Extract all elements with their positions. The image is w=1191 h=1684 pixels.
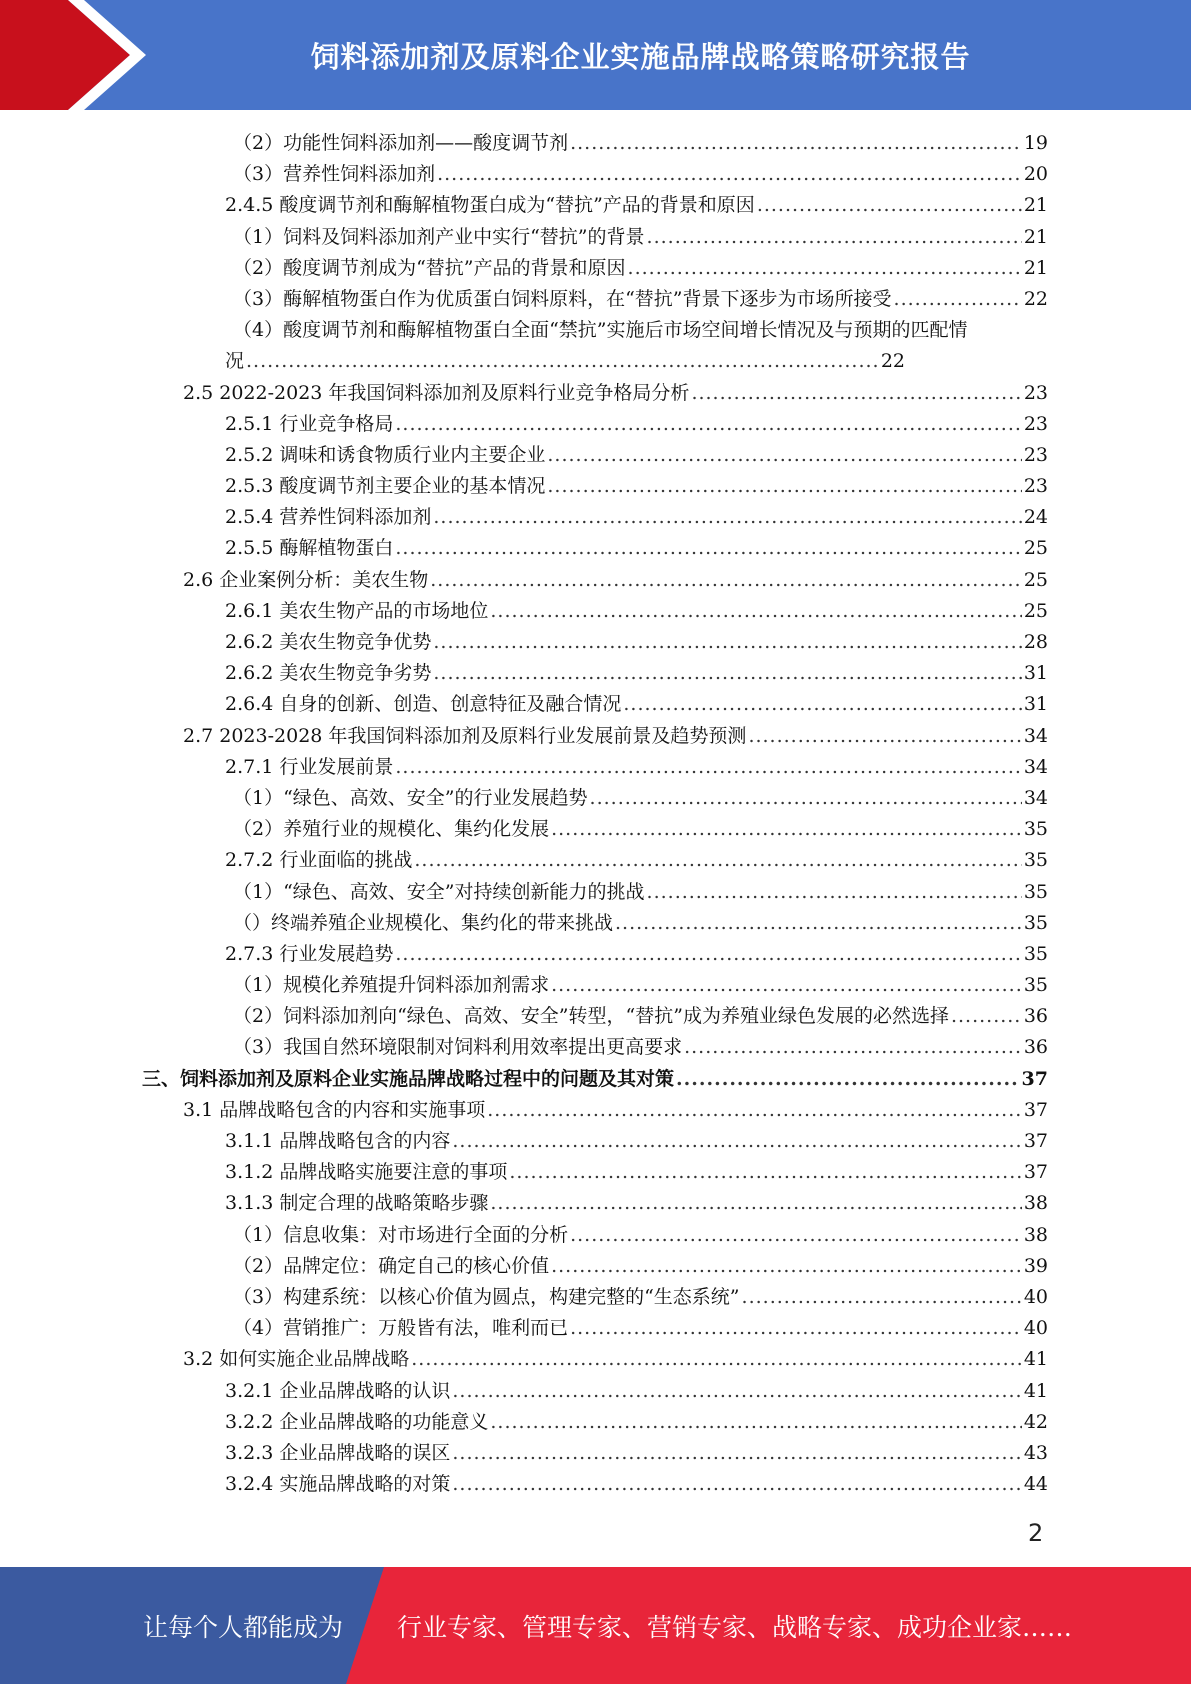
toc-entry-label: （）终端养殖企业规模化、集约化的带来挑战 (233, 911, 614, 934)
toc-entry-page: 37 (1023, 1161, 1048, 1184)
toc-leader-dots (647, 222, 1022, 253)
toc-entry-page: 35 (1023, 942, 1048, 965)
toc-entry-page: 34 (1023, 786, 1048, 809)
toc-entry-label: 2.5.3 酸度调节剂主要企业的基本情况 (225, 475, 546, 498)
toc-entry[interactable] (0, 783, 1191, 814)
toc-leader-dots (395, 533, 1021, 564)
toc-entry-label: （1）信息收集：对市场进行全面的分析 (233, 1223, 569, 1246)
footer-banner (0, 1567, 1191, 1684)
toc-entry[interactable] (0, 190, 1191, 221)
toc-entry-label: 2.7.1 行业发展前景 (225, 755, 394, 778)
toc-entry-page: 31 (1023, 693, 1048, 716)
toc-entry[interactable] (0, 1376, 1191, 1407)
toc-entry[interactable] (0, 315, 1191, 377)
toc-entry-label: 2.6.2 美农生物竞争优势 (225, 631, 432, 653)
toc-entry[interactable] (0, 1157, 1191, 1188)
toc-leader-dots (414, 845, 1021, 876)
toc-entry-page: 21 (1023, 225, 1048, 248)
toc-entry-page: 34 (1023, 755, 1048, 778)
toc-entry-label: （3）营养性饲料添加剂 (233, 163, 436, 186)
toc-entry-label: 3.1.2 品牌战略实施要注意的事项 (225, 1161, 508, 1184)
toc-entry-label: （3）酶解植物蛋白作为优质蛋白饲料原料，在“替抗”背景下逐步为市场所接受 (233, 287, 892, 310)
toc-entry-label: （4）酸度调节剂和酶解植物蛋白全面“禁抗”实施后市场空间增长情况及与预期的匹配情 (233, 319, 968, 342)
toc-leader-dots (676, 1064, 1020, 1095)
toc-leader-dots (547, 440, 1021, 471)
toc-entry[interactable] (0, 939, 1191, 970)
toc-entry-page: 44 (1023, 1473, 1048, 1496)
toc-entry-label: （2）饲料添加剂向“绿色、高效、安全”转型，“替抗”成为养殖业绿色发展的必然选择 (233, 1005, 949, 1028)
toc-entry-page: 40 (1023, 1317, 1048, 1340)
toc-entry[interactable] (0, 253, 1191, 284)
footer-slogan-left: 让每个人都能成为 (143, 1612, 344, 1642)
toc-leader-dots (951, 1001, 1022, 1032)
toc-leader-dots (490, 1407, 1021, 1438)
toc-leader-dots (570, 1313, 1022, 1344)
toc-entry-page: 23 (1023, 475, 1048, 498)
toc-entry-page: 24 (1023, 506, 1048, 529)
toc-leader-dots (647, 877, 1022, 908)
toc-entry[interactable] (0, 440, 1191, 471)
toc-leader-dots (395, 409, 1021, 440)
toc-entry-page: 40 (1023, 1285, 1048, 1308)
toc-entry-page: 22 (880, 350, 905, 373)
toc-leader-dots (757, 190, 1022, 221)
toc-entry-label: （3）构建系统：以核心价值为圆点，构建完整的“生态系统” (233, 1285, 740, 1308)
toc-leader-dots (742, 1282, 1022, 1313)
toc-entry[interactable] (0, 627, 1191, 658)
toc-entry-page: 25 (1023, 537, 1048, 560)
header-banner (0, 0, 1191, 110)
toc-entry-page: 36 (1023, 1005, 1048, 1028)
toc-entry-label-continued: 况 (225, 350, 245, 373)
toc-leader-dots (490, 596, 1021, 627)
toc-entry-label: （2）养殖行业的规模化、集约化发展 (233, 818, 550, 841)
toc-entry-page: 31 (1023, 662, 1048, 685)
toc-entry-page: 35 (1023, 911, 1048, 934)
toc-entry[interactable] (0, 159, 1191, 190)
page-number: 2 (1028, 1519, 1044, 1547)
toc-entry-page: 42 (1023, 1410, 1048, 1433)
toc-entry-label: 2.7 2023-2028 年我国饲料添加剂及原料行业发展前景及趋势预测 (183, 724, 747, 747)
toc-entry[interactable] (0, 1313, 1191, 1344)
toc-entry-label: （2）功能性饲料添加剂——酸度调节剂 (233, 132, 569, 154)
toc-leader-dots (452, 1469, 1021, 1500)
toc-entry-label: （1）规模化养殖提升饲料添加剂需求 (233, 974, 550, 997)
toc-leader-dots (452, 1376, 1021, 1407)
toc-entry-page: 41 (1023, 1348, 1048, 1371)
toc-leader-dots (628, 253, 1022, 284)
footer-slogan-right: 行业专家、管理专家、营销专家、战略专家、成功企业家…… (397, 1612, 1073, 1642)
toc-entry-page: 37 (1023, 1130, 1048, 1152)
toc-entry[interactable] (0, 908, 1191, 939)
toc-entry-label: 2.5.1 行业竞争格局 (225, 412, 394, 435)
report-title: 饲料添加剂及原料企业实施品牌战略策略研究报告 (310, 39, 971, 74)
toc-entry-label: （2）酸度调节剂成为“替抗”产品的背景和原因 (233, 256, 626, 279)
toc-entry-label: 2.7.2 行业面临的挑战 (225, 849, 413, 872)
toc-entry-page: 21 (1023, 256, 1048, 279)
toc-entry-page: 34 (1023, 724, 1048, 747)
toc-leader-dots (433, 502, 1021, 533)
toc-entry-label: 三、饲料添加剂及原料企业实施品牌战略过程中的问题及其对策 (142, 1067, 675, 1090)
toc-entry-page: 19 (1023, 132, 1048, 154)
toc-entry[interactable] (0, 721, 1191, 752)
toc-entry-label: 2.4.5 酸度调节剂和酶解植物蛋白成为“替抗”产品的背景和原因 (225, 194, 755, 217)
toc-entry[interactable] (0, 378, 1191, 409)
toc-entry[interactable] (0, 284, 1191, 315)
toc-leader-dots (430, 565, 1022, 596)
toc-entry-label: （1）“绿色、高效、安全”对持续创新能力的挑战 (233, 880, 645, 903)
toc-entry-label: 2.5.4 营养性饲料添加剂 (225, 506, 432, 529)
toc-entry[interactable] (0, 1438, 1191, 1469)
toc-entry-page: 35 (1023, 849, 1048, 872)
toc-leader-dots (433, 627, 1021, 658)
toc-entry-page: 37 (1023, 1098, 1048, 1121)
toc-leader-dots (748, 721, 1021, 752)
toc-entry[interactable] (0, 471, 1191, 502)
toc-entry-label: 3.1.3 制定合理的战略策略步骤 (225, 1192, 489, 1215)
toc-entry[interactable] (0, 1001, 1191, 1032)
toc-leader-dots (691, 378, 1021, 409)
toc-entry[interactable] (0, 1064, 1191, 1095)
toc-entry-page: 23 (1023, 443, 1048, 466)
toc-entry-page: 39 (1023, 1254, 1048, 1277)
toc-entry[interactable] (0, 877, 1191, 908)
toc-entry[interactable] (0, 970, 1191, 1001)
toc-entry-label: 2.7.3 行业发展趋势 (225, 942, 394, 965)
toc-entry-page: 36 (1023, 1036, 1048, 1059)
toc-leader-dots (551, 970, 1022, 1001)
toc-leader-dots (590, 783, 1022, 814)
toc-leader-dots (615, 908, 1022, 939)
toc-leader-dots (623, 689, 1021, 720)
toc-entry-label: 3.2.4 实施品牌战略的对策 (225, 1473, 451, 1496)
toc-entry-label: 2.6.1 美农生物产品的市场地位 (225, 599, 489, 622)
toc-entry-label: （4）营销推广：万般皆有法，唯利而已 (233, 1317, 569, 1340)
toc-entry-label: 3.2.1 企业品牌战略的认识 (225, 1379, 451, 1402)
toc-leader-dots (894, 284, 1022, 315)
toc-leader-dots (437, 159, 1022, 190)
toc-entry-label: 3.2.3 企业品牌战略的误区 (225, 1441, 451, 1464)
toc-entry[interactable] (0, 502, 1191, 533)
toc-leader-dots (452, 1126, 1021, 1157)
toc-entry[interactable] (0, 1344, 1191, 1375)
toc-entry-page: 23 (1023, 381, 1048, 404)
toc-leader-dots (452, 1438, 1021, 1469)
toc-leader-dots (487, 1095, 1022, 1126)
toc-entry[interactable] (0, 222, 1191, 253)
toc-entry-page: 35 (1023, 818, 1048, 841)
toc-entry-page: 38 (1023, 1192, 1048, 1215)
toc-leader-dots (509, 1157, 1021, 1188)
toc-leader-dots (395, 752, 1021, 783)
toc-leader-dots (490, 1188, 1021, 1219)
toc-leader-dots (570, 128, 1022, 159)
toc-entry[interactable] (0, 1126, 1191, 1157)
toc-entry-page: 35 (1023, 880, 1048, 903)
toc-entry[interactable] (0, 1032, 1191, 1063)
toc-entry-label: 3.2 如何实施企业品牌战略 (183, 1348, 410, 1371)
toc-entry[interactable] (0, 1469, 1191, 1500)
toc-entry[interactable] (0, 752, 1191, 783)
toc-entry[interactable] (0, 128, 1191, 159)
toc-entry-label: 2.5.5 酶解植物蛋白 (225, 537, 394, 560)
toc-entry-page: 25 (1023, 568, 1048, 591)
toc-leader-dots (395, 939, 1021, 970)
toc-leader-dots (551, 1251, 1022, 1282)
toc-entry[interactable] (0, 1282, 1191, 1313)
toc-entry-label: 2.6.2 美农生物竞争劣势 (225, 662, 432, 685)
toc-entry[interactable] (0, 1407, 1191, 1438)
toc-entry-page: 23 (1023, 412, 1048, 435)
toc-leader-dots (684, 1032, 1022, 1063)
toc-entry-page: 38 (1023, 1223, 1048, 1246)
toc-entry-page: 25 (1023, 599, 1048, 622)
toc-leader-dots (433, 658, 1021, 689)
toc-entry-label: 2.5 2022-2023 年我国饲料添加剂及原料行业竞争格局分析 (183, 381, 690, 404)
toc-entry-page: 20 (1023, 163, 1048, 186)
toc-leader-dots (411, 1344, 1022, 1375)
table-of-contents (0, 128, 1191, 1500)
toc-entry[interactable] (0, 1220, 1191, 1251)
toc-entry[interactable] (0, 565, 1191, 596)
toc-entry-page: 37 (1021, 1067, 1048, 1090)
toc-entry-label: （1）饲料及饲料添加剂产业中实行“替抗”的背景 (233, 225, 645, 248)
toc-entry-label: （2）品牌定位：确定自己的核心价值 (233, 1254, 550, 1277)
toc-entry[interactable] (0, 533, 1191, 564)
toc-entry[interactable] (0, 845, 1191, 876)
toc-entry[interactable] (0, 409, 1191, 440)
toc-entry[interactable] (0, 1188, 1191, 1219)
toc-leader-dots (246, 346, 879, 377)
toc-entry-label: 3.2.2 企业品牌战略的功能意义 (225, 1410, 489, 1433)
toc-entry-label: （1）“绿色、高效、安全”的行业发展趋势 (233, 786, 588, 809)
toc-leader-dots (570, 1220, 1022, 1251)
toc-entry-page: 41 (1023, 1379, 1048, 1402)
toc-leader-dots (547, 471, 1021, 502)
toc-entry-label: 3.1.1 品牌战略包含的内容 (225, 1130, 451, 1152)
toc-leader-dots (551, 814, 1022, 845)
toc-entry[interactable] (0, 689, 1191, 720)
toc-entry-page: 43 (1023, 1441, 1048, 1464)
toc-entry[interactable] (0, 658, 1191, 689)
toc-entry-page: 28 (1023, 631, 1048, 653)
toc-entry-label: （3）我国自然环境限制对饲料利用效率提出更高要求 (233, 1036, 683, 1059)
toc-entry-label: 2.6 企业案例分析：美农生物 (183, 568, 429, 591)
toc-entry[interactable] (0, 596, 1191, 627)
toc-entry-label: 3.1 品牌战略包含的内容和实施事项 (183, 1098, 486, 1121)
toc-entry[interactable] (0, 1095, 1191, 1126)
toc-entry-page: 21 (1023, 194, 1048, 217)
toc-entry-label: 2.6.4 自身的创新、创造、创意特征及融合情况 (225, 693, 622, 716)
toc-entry-page: 22 (1023, 287, 1048, 310)
toc-entry[interactable] (0, 814, 1191, 845)
toc-entry[interactable] (0, 1251, 1191, 1282)
toc-entry-label: 2.5.2 调味和诱食物质行业内主要企业 (225, 443, 546, 466)
toc-entry-page: 35 (1023, 974, 1048, 997)
